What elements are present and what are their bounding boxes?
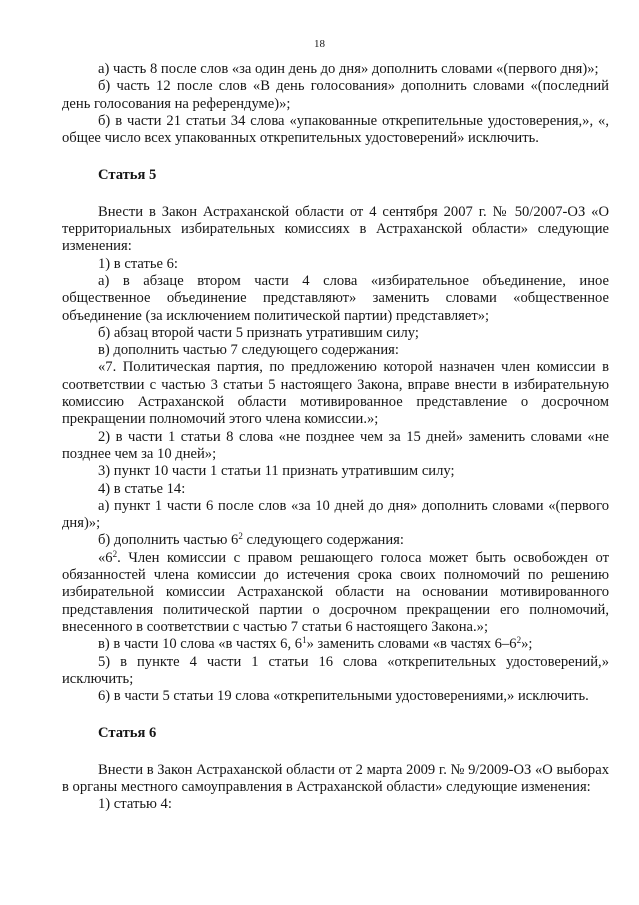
quote-6-2-text: . Член комиссии с правом решающего голоса может быть освобожден от обязанностей члена комиссии до истечения срока своих полномочий по решению избирательной комиссии Астраханской области на основании мотивированного представления политической партии о досрочном прекращении его полномочий, внесенного в соответствии с частью 7 статьи 6 настоящего Закона.»; (62, 549, 609, 635)
article-5-item-4b-tail: следующего содержания: (242, 532, 404, 549)
article-5-item-2: 2) в части 1 статьи 8 слова «не позднее чем за 15 дней» заменить словами «не позднее чем за 10 дней»; (62, 428, 609, 462)
item-4v-tail: »; (521, 636, 533, 653)
page-number: 18 (314, 38, 325, 50)
heading-article-6: Статья 6 (98, 725, 157, 742)
article-5-item-1v: в) дополнить частью 7 следующего содержания: (98, 342, 399, 359)
quote-open: «6 (98, 549, 113, 566)
heading-article-5: Статья 5 (98, 167, 157, 184)
article-6-item-1: 1) статью 4: (98, 796, 172, 813)
superscript: 2 (516, 635, 522, 646)
paragraph-4b: б) часть 12 после слов «В день голосования» дополнить словами «(последний день голосования на референдуме)»; (62, 78, 609, 112)
article-5-item-4a: а) пункт 1 части 6 после слов «за 10 дней до дня» дополнить словами «(первого дня)»; (62, 497, 609, 532)
article-5-item-1: 1) в статье 6: (98, 255, 178, 272)
article-6-intro: Внести в Закон Астраханской области от 2 марта 2009 г. № 9/2009-ОЗ «О выборах в органы местного самоуправления в Астраханской области» следующие изменения: (62, 761, 609, 795)
article-5-intro: Внести в Закон Астраханской области от 4 сентября 2007 г. № 50/2007-ОЗ «О территориальных избирательных комиссиях в Астраханской области» следующие изменения: (62, 203, 609, 255)
article-5-quote-6-2 (62, 550, 609, 636)
article-5-item-4: 4) в статье 14: (98, 480, 186, 497)
item-4v-text: в) в части 10 слова «в частях 6, 6 (98, 636, 303, 653)
article-5-item-1a: а) в абзаце втором части 4 слова «избирательное объединение, иное общественное объединение представляют» заменить словами «общественное объединение (за исключением политической партии) представляет»; (62, 272, 609, 324)
article-5-item-1b: б) абзац второй части 5 признать утратившим силу; (98, 324, 419, 341)
paragraph-4a: а) часть 8 после слов «за один день до дня» дополнить словами «(первого дня)»; (98, 61, 599, 77)
article-5-item-4b (62, 532, 609, 549)
superscript: 2 (112, 548, 118, 559)
article-5-item-5: 5) в пункте 4 части 1 статьи 16 слова «открепительных удостоверений,» исключить; (62, 653, 609, 687)
article-5-quote-7: «7. Политическая партия, по предложению которой назначен член комиссии в соответствии с частью 3 статьи 5 настоящего Закона, вправе внести в избирательную комиссию Астраханской области мотивированное представление о досрочном прекращении полномочий этого члена комиссии.»; (62, 359, 609, 428)
document-body (62, 61, 609, 814)
superscript: 2 (238, 531, 243, 542)
article-5-item-4b-text: б) дополнить частью 6 (98, 532, 239, 549)
article-5-item-3: 3) пункт 10 части 1 статьи 11 признать утратившим силу; (98, 463, 455, 480)
article-5-item-6: 6) в части 5 статьи 19 слова «открепительными удостоверениями,» исключить. (98, 688, 589, 705)
item-4v-mid: » заменить словами «в частях 6–6 (306, 636, 517, 653)
paragraph-4b-art34: б) в части 21 статьи 34 слова «упакованные открепительные удостоверения,», «, общее число всех упакованных открепительных удостоверений» исключить. (62, 112, 609, 147)
superscript: 1 (302, 635, 307, 646)
article-5-item-4v (62, 636, 609, 653)
